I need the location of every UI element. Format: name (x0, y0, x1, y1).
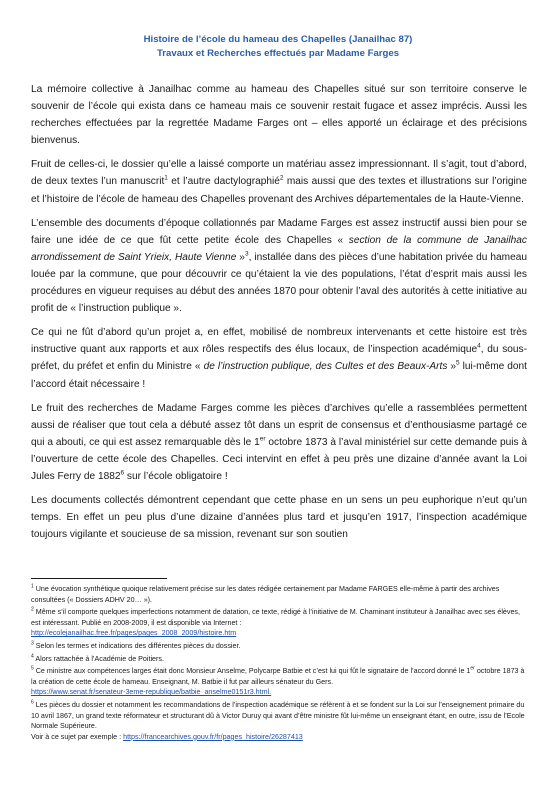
footnote-text: Voir à ce sujet par exemple : (31, 732, 124, 741)
paragraph-5-text: Le fruit des recherches de Madame Farges comme les pièces d’archives qu’elle a rassemblées permettent aussi de réaliser que tout cela a débuté assez tôt dans un esprit de consensus et d’enthousiasme partagé ce qui a abouti, ce qui est assez remarquable dès le 1 (31, 402, 527, 448)
footnote-6 (31, 700, 529, 742)
paragraph-3-text: » (236, 251, 245, 263)
paragraph-2-text: et l’autre dactylographié (167, 176, 280, 188)
footnote-text: octobre 1873 à la création de cette école de hameau. Enseignant, M. Batbie il fut par ailleurs sénateur du Gers. (31, 667, 525, 686)
footnote-number: 3 (31, 640, 34, 647)
paragraph-3-text: , installée dans des pièces d’une habitation privée du hameau louée par la commune, que pour découvrir ce qu’étaient la vie des populations, l’état d’esprit mais aussi les procédures en vigueur requises au début des années 1870 pour obtenir l’aval des autorités à cette initiative au profit de « l’instruction publique ». (31, 251, 527, 315)
document-subtitle: Travaux et Recherches effectués par Madame Farges (156, 48, 400, 59)
footnote-4 (31, 654, 529, 665)
paragraph-2-text: mais aussi que des textes et illustrations sur l’origine et l’histoire de l’école de hameau des Chapelles provenant des Archives départementales de la Haute-Vienne. (31, 176, 527, 205)
paragraph-4-text: , du sous-préfet, du préfet et enfin du Ministre « (31, 344, 527, 373)
footnote-text: Ce ministre aux compétences larges était donc Monsieur Anselme, Polycarpe Batbie et c’est lui qui fût le signataire de l’accord donné le 1 (33, 667, 471, 676)
footnote-6-link[interactable]: https://francearchives.gouv.fr/fr/pages_histoire/26287413 (123, 732, 303, 741)
footnote-separator (31, 578, 167, 579)
footnote-ref-4[interactable]: 4 (477, 342, 481, 350)
footnote-number: 6 (31, 699, 34, 706)
footnote-number: 1 (31, 583, 34, 590)
document-title: Histoire de l’école du hameau des Chapelles (Janailhac 87) (143, 34, 413, 45)
footnote-number: 2 (31, 606, 34, 613)
footnote-1 (31, 584, 529, 605)
footnotes (31, 584, 529, 744)
footnote-5-link[interactable]: https://www.senat.fr/senateur-3eme-republique/batbie_anselme0151r3.html. (31, 688, 272, 697)
paragraph-1: La mémoire collective à Janailhac comme au hameau des Chapelles situé sur son territoire conserve le souvenir de l’école qui exista dans ce hameau mais ce souvenir restait fugace et assez imprécis. Aussi les recherches effectuées par la regrettée Madame Farges ont – elles apporté un éclairage et des précisions bienvenus. (31, 84, 527, 147)
paragraph-3 (31, 215, 527, 318)
paragraph-5-text: octobre 1873 à l’aval ministériel sur cette demande puis à l’ouverture de cette école des Chapelles. Ceci intervint en effet à peu près une dizaine d’année avant la Loi Jules Ferry de 1882 (31, 436, 527, 482)
paragraph-4-text: lui-même dont l’accord était nécessaire ! (31, 361, 527, 390)
paragraph-4 (31, 324, 527, 392)
footnote-3 (31, 641, 529, 652)
footnote-text: Même s’il comporte quelques imperfections notamment de datation, ce texte, rédigé à l’initiative de M. Chaminant instituteur à Janailhac avec ses élèves, est intéressant. Publié en 2008-2009, il est disponible via Internet : (31, 608, 520, 627)
paragraph-3-text: L’ensemble des documents d’époque collationnés par Madame Farges est assez instructif aussi bien pour se faire une idée de ce que fût cette petite école des Chapelles « (31, 217, 527, 246)
paragraph-4-text: » (447, 361, 457, 373)
footnote-text: Une évocation synthétique quoique relativement précise sur les dates rédigée certainement par Madame FARGES elle-même à partir des archives consultées (« Dossiers ADHV 20… »). (31, 585, 500, 604)
footnote-text: Les pièces du dossier et notamment les recommandations de l’inspection académique se réfèrent à et se fondent sur la Loi sur l’enseignement primaire du 10 avril 1867, un grand texte réformateur et structurant dû à Victor Duruy qui avant d’être ministre fût lui-même un enseignant étant, en outre, issu de l’Ecole Normale Supérieure. (31, 700, 525, 731)
footnote-number: 5 (31, 665, 34, 672)
paragraph-4-quote: de l’instruction publique, des Cultes et des Beaux-Arts (203, 361, 448, 373)
footnote-ref-1[interactable]: 1 (164, 175, 168, 183)
footnote-2-link[interactable]: http://ecolejanailhac.free.fr/pages/pages_2008_2009/histoire.htm (31, 629, 237, 638)
footnote-5 (31, 666, 529, 698)
footnote-text: Alors rattachée à l’Académie de Poitiers. (33, 654, 164, 663)
footnote-ref-3[interactable]: 3 (244, 250, 249, 258)
footnote-ref-2[interactable]: 2 (279, 175, 284, 183)
footnote-2 (31, 607, 529, 639)
footnote-number: 4 (31, 653, 34, 660)
paragraph-3-quote: section de la commune de Janailhac arrondissement de Saint Yrieix, Haute Vienne (31, 234, 527, 263)
paragraph-5-text: sur l’école obligatoire ! (124, 470, 228, 482)
ordinal-suffix: er (259, 435, 266, 443)
footnote-text: Selon les termes et indications des différentes pièces du dossier. (33, 641, 241, 650)
paragraph-6: Les documents collectés démontrent cependant que cette phase en un sens un peu euphorique n’eut qu’un temps. En effet un peu plus d’une dizaine d’années plus tard et jusqu’en 1917, l’inspection académique toujours vigilante et soucieuse de sa mission, revenant sur son soutien (31, 495, 527, 541)
body-text (31, 81, 527, 550)
paragraph-2 (31, 156, 527, 207)
paragraph-4-text: Ce qui ne fût d’abord qu’un projet a, en effet, mobilisé de nombreux intervenants et cette histoire est très instructive quant aux rapports et aux rôles respectifs des élus locaux, de l’inspection académique (31, 327, 527, 356)
ordinal-suffix: er (470, 665, 475, 672)
paragraph-2-text: Fruit de celles-ci, le dossier qu’elle a laissé comporte un matériau assez impressionnant. Il s’agit, tout d’abord, de deux textes l’un manuscrit (31, 159, 527, 188)
footnote-ref-6[interactable]: 6 (120, 469, 125, 477)
footnote-ref-5[interactable]: 5 (456, 360, 460, 368)
paragraph-5 (31, 400, 527, 485)
